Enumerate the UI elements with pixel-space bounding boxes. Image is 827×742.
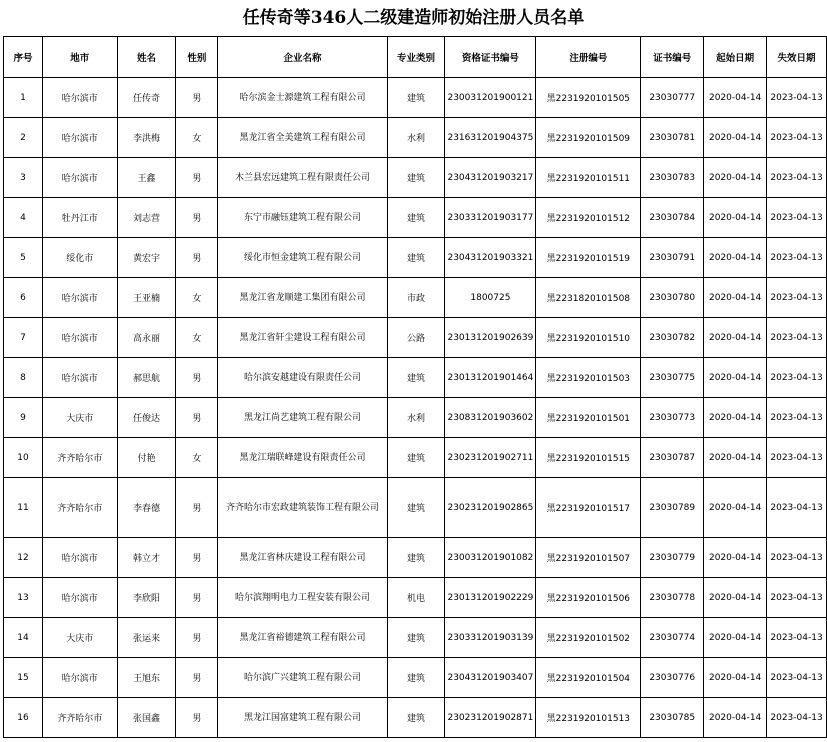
cell-col-index: 3	[4, 158, 43, 198]
cell-col-qualification-no: 230431201903407	[445, 658, 536, 698]
table-row	[4, 538, 827, 578]
table-row	[4, 358, 827, 398]
cell-col-index: 12	[4, 538, 43, 578]
cell-col-company: 黑龙江省裕德建筑工程有限公司	[218, 618, 387, 658]
cell-col-registration-no: 黑2231920101510	[536, 318, 641, 358]
cell-col-index: 14	[4, 618, 43, 658]
cell-col-name: 李欣阳	[117, 578, 176, 618]
cell-col-name: 郝思航	[117, 358, 176, 398]
cell-col-certificate-no: 23030791	[641, 238, 704, 278]
cell-col-city: 哈尔滨市	[42, 118, 117, 158]
cell-col-certificate-no: 23030774	[641, 618, 704, 658]
table-row	[4, 658, 827, 698]
cell-col-start-date: 2020-04-14	[704, 198, 767, 238]
cell-col-registration-no: 黑2231920101503	[536, 358, 641, 398]
table-body	[4, 78, 827, 738]
cell-col-city: 齐齐哈尔市	[42, 698, 117, 738]
cell-col-name: 付艳	[117, 438, 176, 478]
cell-col-registration-no: 黑2231920101504	[536, 658, 641, 698]
cell-col-name: 李春德	[117, 478, 176, 538]
cell-col-certificate-no: 23030776	[641, 658, 704, 698]
cell-col-registration-no: 黑2231920101511	[536, 158, 641, 198]
cell-col-name: 王鑫	[117, 158, 176, 198]
cell-col-company: 哈尔滨安越建设有限责任公司	[218, 358, 387, 398]
cell-col-company: 黑龙江省全美建筑工程有限公司	[218, 118, 387, 158]
cell-col-qualification-no: 230431201903217	[445, 158, 536, 198]
cell-col-city: 齐齐哈尔市	[42, 438, 117, 478]
cell-col-registration-no: 黑2231920101502	[536, 618, 641, 658]
cell-col-gender: 男	[176, 398, 218, 438]
cell-col-registration-no: 黑2231920101519	[536, 238, 641, 278]
cell-col-qualification-no: 230431201903321	[445, 238, 536, 278]
cell-col-name: 黄宏宇	[117, 238, 176, 278]
cell-col-qualification-no: 230231201902865	[445, 478, 536, 538]
cell-col-qualification-no: 230031201901082	[445, 538, 536, 578]
cell-col-major: 建筑	[387, 538, 445, 578]
cell-col-gender: 男	[176, 158, 218, 198]
cell-col-company: 黑龙江国富建筑工程有限公司	[218, 698, 387, 738]
cell-col-registration-no: 黑2231820101508	[536, 278, 641, 318]
cell-col-city: 大庆市	[42, 398, 117, 438]
cell-col-qualification-no: 231631201904375	[445, 118, 536, 158]
cell-col-certificate-no: 23030787	[641, 438, 704, 478]
cell-col-city: 齐齐哈尔市	[42, 478, 117, 538]
cell-col-expiry-date: 2023-04-13	[767, 478, 827, 538]
header-col-city: 地市	[42, 37, 117, 78]
cell-col-city: 哈尔滨市	[42, 578, 117, 618]
cell-col-start-date: 2020-04-14	[704, 318, 767, 358]
cell-col-qualification-no: 230231201902871	[445, 698, 536, 738]
cell-col-start-date: 2020-04-14	[704, 158, 767, 198]
cell-col-name: 任传奇	[117, 78, 176, 118]
cell-col-expiry-date: 2023-04-13	[767, 398, 827, 438]
table-row	[4, 318, 827, 358]
table-row	[4, 398, 827, 438]
cell-col-certificate-no: 23030773	[641, 398, 704, 438]
header-col-name: 姓名	[117, 37, 176, 78]
cell-col-registration-no: 黑2231920101515	[536, 438, 641, 478]
cell-col-city: 绥化市	[42, 238, 117, 278]
cell-col-start-date: 2020-04-14	[704, 358, 767, 398]
cell-col-start-date: 2020-04-14	[704, 538, 767, 578]
header-col-major: 专业类别	[387, 37, 445, 78]
cell-col-registration-no: 黑2231920101501	[536, 398, 641, 438]
cell-col-index: 7	[4, 318, 43, 358]
header-col-index: 序号	[4, 37, 43, 78]
cell-col-certificate-no: 23030779	[641, 538, 704, 578]
cell-col-qualification-no: 230331201903177	[445, 198, 536, 238]
cell-col-start-date: 2020-04-14	[704, 618, 767, 658]
cell-col-gender: 女	[176, 438, 218, 478]
cell-col-qualification-no: 1800725	[445, 278, 536, 318]
cell-col-company: 黑龙江瑞联峰建设有限责任公司	[218, 438, 387, 478]
cell-col-index: 2	[4, 118, 43, 158]
cell-col-gender: 男	[176, 578, 218, 618]
cell-col-name: 王亚楠	[117, 278, 176, 318]
cell-col-gender: 女	[176, 278, 218, 318]
cell-col-index: 4	[4, 198, 43, 238]
table-row	[4, 158, 827, 198]
cell-col-registration-no: 黑2231920101505	[536, 78, 641, 118]
table-header	[4, 37, 827, 78]
cell-col-certificate-no: 23030775	[641, 358, 704, 398]
cell-col-gender: 女	[176, 318, 218, 358]
cell-col-certificate-no: 23030780	[641, 278, 704, 318]
header-col-certificate-no: 证书编号	[641, 37, 704, 78]
cell-col-index: 16	[4, 698, 43, 738]
cell-col-start-date: 2020-04-14	[704, 278, 767, 318]
cell-col-major: 建筑	[387, 478, 445, 538]
cell-col-start-date: 2020-04-14	[704, 118, 767, 158]
cell-col-major: 建筑	[387, 618, 445, 658]
cell-col-city: 哈尔滨市	[42, 278, 117, 318]
cell-col-major: 机电	[387, 578, 445, 618]
cell-col-company: 黑龙江尚艺建筑工程有限公司	[218, 398, 387, 438]
cell-col-start-date: 2020-04-14	[704, 438, 767, 478]
cell-col-company: 黑龙江省林庆建设工程有限公司	[218, 538, 387, 578]
cell-col-major: 公路	[387, 318, 445, 358]
cell-col-name: 韩立才	[117, 538, 176, 578]
cell-col-major: 水利	[387, 118, 445, 158]
table-row	[4, 478, 827, 538]
cell-col-registration-no: 黑2231920101506	[536, 578, 641, 618]
cell-col-certificate-no: 23030777	[641, 78, 704, 118]
cell-col-expiry-date: 2023-04-13	[767, 618, 827, 658]
cell-col-gender: 男	[176, 478, 218, 538]
cell-col-expiry-date: 2023-04-13	[767, 118, 827, 158]
cell-col-index: 15	[4, 658, 43, 698]
cell-col-name: 刘志营	[117, 198, 176, 238]
cell-col-gender: 男	[176, 658, 218, 698]
cell-col-major: 建筑	[387, 358, 445, 398]
cell-col-expiry-date: 2023-04-13	[767, 158, 827, 198]
cell-col-start-date: 2020-04-14	[704, 478, 767, 538]
cell-col-major: 建筑	[387, 698, 445, 738]
cell-col-company: 东宁市融钰建筑工程有限公司	[218, 198, 387, 238]
cell-col-certificate-no: 23030784	[641, 198, 704, 238]
cell-col-company: 哈尔滨金士源建筑工程有限公司	[218, 78, 387, 118]
cell-col-gender: 男	[176, 238, 218, 278]
cell-col-qualification-no: 230131201901464	[445, 358, 536, 398]
cell-col-expiry-date: 2023-04-13	[767, 278, 827, 318]
cell-col-qualification-no: 230331201903139	[445, 618, 536, 658]
cell-col-major: 市政	[387, 278, 445, 318]
cell-col-certificate-no: 23030778	[641, 578, 704, 618]
cell-col-gender: 男	[176, 698, 218, 738]
cell-col-qualification-no: 230031201900121	[445, 78, 536, 118]
table-row	[4, 698, 827, 738]
cell-col-expiry-date: 2023-04-13	[767, 438, 827, 478]
cell-col-index: 6	[4, 278, 43, 318]
cell-col-certificate-no: 23030781	[641, 118, 704, 158]
cell-col-company: 黑龙江省龙顺建工集团有限公司	[218, 278, 387, 318]
cell-col-start-date: 2020-04-14	[704, 238, 767, 278]
cell-col-name: 张运来	[117, 618, 176, 658]
page-title: 任传奇等346人二级建造师初始注册人员名单	[242, 8, 585, 28]
header-col-expiry-date: 失效日期	[767, 37, 827, 78]
cell-col-major: 建筑	[387, 78, 445, 118]
cell-col-major: 水利	[387, 398, 445, 438]
header-col-start-date: 起始日期	[704, 37, 767, 78]
cell-col-name: 任俊达	[117, 398, 176, 438]
cell-col-expiry-date: 2023-04-13	[767, 78, 827, 118]
cell-col-name: 高永丽	[117, 318, 176, 358]
cell-col-gender: 男	[176, 198, 218, 238]
cell-col-city: 哈尔滨市	[42, 358, 117, 398]
cell-col-city: 牡丹江市	[42, 198, 117, 238]
cell-col-expiry-date: 2023-04-13	[767, 238, 827, 278]
cell-col-index: 1	[4, 78, 43, 118]
cell-col-start-date: 2020-04-14	[704, 698, 767, 738]
cell-col-qualification-no: 230831201903602	[445, 398, 536, 438]
cell-col-index: 5	[4, 238, 43, 278]
cell-col-gender: 男	[176, 538, 218, 578]
table-row	[4, 578, 827, 618]
cell-col-registration-no: 黑2231920101517	[536, 478, 641, 538]
cell-col-city: 哈尔滨市	[42, 318, 117, 358]
cell-col-qualification-no: 230131201902229	[445, 578, 536, 618]
cell-col-start-date: 2020-04-14	[704, 658, 767, 698]
cell-col-registration-no: 黑2231920101513	[536, 698, 641, 738]
cell-col-company: 木兰县宏远建筑工程有限责任公司	[218, 158, 387, 198]
table-row	[4, 78, 827, 118]
table-row	[4, 238, 827, 278]
registrant-table	[3, 36, 827, 738]
cell-col-company: 哈尔滨翔明电力工程安装有限公司	[218, 578, 387, 618]
header-col-registration-no: 注册编号	[536, 37, 641, 78]
cell-col-expiry-date: 2023-04-13	[767, 658, 827, 698]
cell-col-certificate-no: 23030785	[641, 698, 704, 738]
cell-col-certificate-no: 23030782	[641, 318, 704, 358]
table-row	[4, 618, 827, 658]
cell-col-company: 黑龙江省轩尘建设工程有限公司	[218, 318, 387, 358]
table-row	[4, 438, 827, 478]
cell-col-city: 哈尔滨市	[42, 658, 117, 698]
table-row	[4, 278, 827, 318]
cell-col-registration-no: 黑2231920101512	[536, 198, 641, 238]
cell-col-major: 建筑	[387, 238, 445, 278]
cell-col-city: 哈尔滨市	[42, 158, 117, 198]
cell-col-expiry-date: 2023-04-13	[767, 538, 827, 578]
cell-col-city: 哈尔滨市	[42, 78, 117, 118]
cell-col-start-date: 2020-04-14	[704, 78, 767, 118]
cell-col-index: 13	[4, 578, 43, 618]
cell-col-index: 11	[4, 478, 43, 538]
cell-col-qualification-no: 230231201902711	[445, 438, 536, 478]
cell-col-certificate-no: 23030789	[641, 478, 704, 538]
cell-col-certificate-no: 23030783	[641, 158, 704, 198]
cell-col-start-date: 2020-04-14	[704, 578, 767, 618]
table-row	[4, 198, 827, 238]
header-col-gender: 性别	[176, 37, 218, 78]
cell-col-expiry-date: 2023-04-13	[767, 198, 827, 238]
cell-col-major: 建筑	[387, 198, 445, 238]
cell-col-major: 建筑	[387, 658, 445, 698]
cell-col-gender: 男	[176, 78, 218, 118]
cell-col-company: 哈尔滨广兴建筑工程有限公司	[218, 658, 387, 698]
cell-col-name: 王旭东	[117, 658, 176, 698]
cell-col-city: 哈尔滨市	[42, 538, 117, 578]
cell-col-qualification-no: 230131201902639	[445, 318, 536, 358]
cell-col-city: 大庆市	[42, 618, 117, 658]
cell-col-gender: 女	[176, 118, 218, 158]
cell-col-index: 9	[4, 398, 43, 438]
cell-col-expiry-date: 2023-04-13	[767, 318, 827, 358]
cell-col-gender: 男	[176, 618, 218, 658]
cell-col-major: 建筑	[387, 158, 445, 198]
cell-col-start-date: 2020-04-14	[704, 398, 767, 438]
cell-col-registration-no: 黑2231920101507	[536, 538, 641, 578]
cell-col-name: 李洪梅	[117, 118, 176, 158]
cell-col-major: 建筑	[387, 438, 445, 478]
cell-col-gender: 男	[176, 358, 218, 398]
cell-col-company: 齐齐哈尔市宏政建筑装饰工程有限公司	[218, 478, 387, 538]
cell-col-name: 张国鑫	[117, 698, 176, 738]
cell-col-company: 绥化市恒金建筑工程有限公司	[218, 238, 387, 278]
cell-col-registration-no: 黑2231920101509	[536, 118, 641, 158]
cell-col-index: 10	[4, 438, 43, 478]
header-row	[4, 37, 827, 78]
cell-col-expiry-date: 2023-04-13	[767, 358, 827, 398]
table-row	[4, 118, 827, 158]
cell-col-expiry-date: 2023-04-13	[767, 698, 827, 738]
header-col-qualification-no: 资格证书编号	[445, 37, 536, 78]
header-col-company: 企业名称	[218, 37, 387, 78]
cell-col-index: 8	[4, 358, 43, 398]
cell-col-expiry-date: 2023-04-13	[767, 578, 827, 618]
